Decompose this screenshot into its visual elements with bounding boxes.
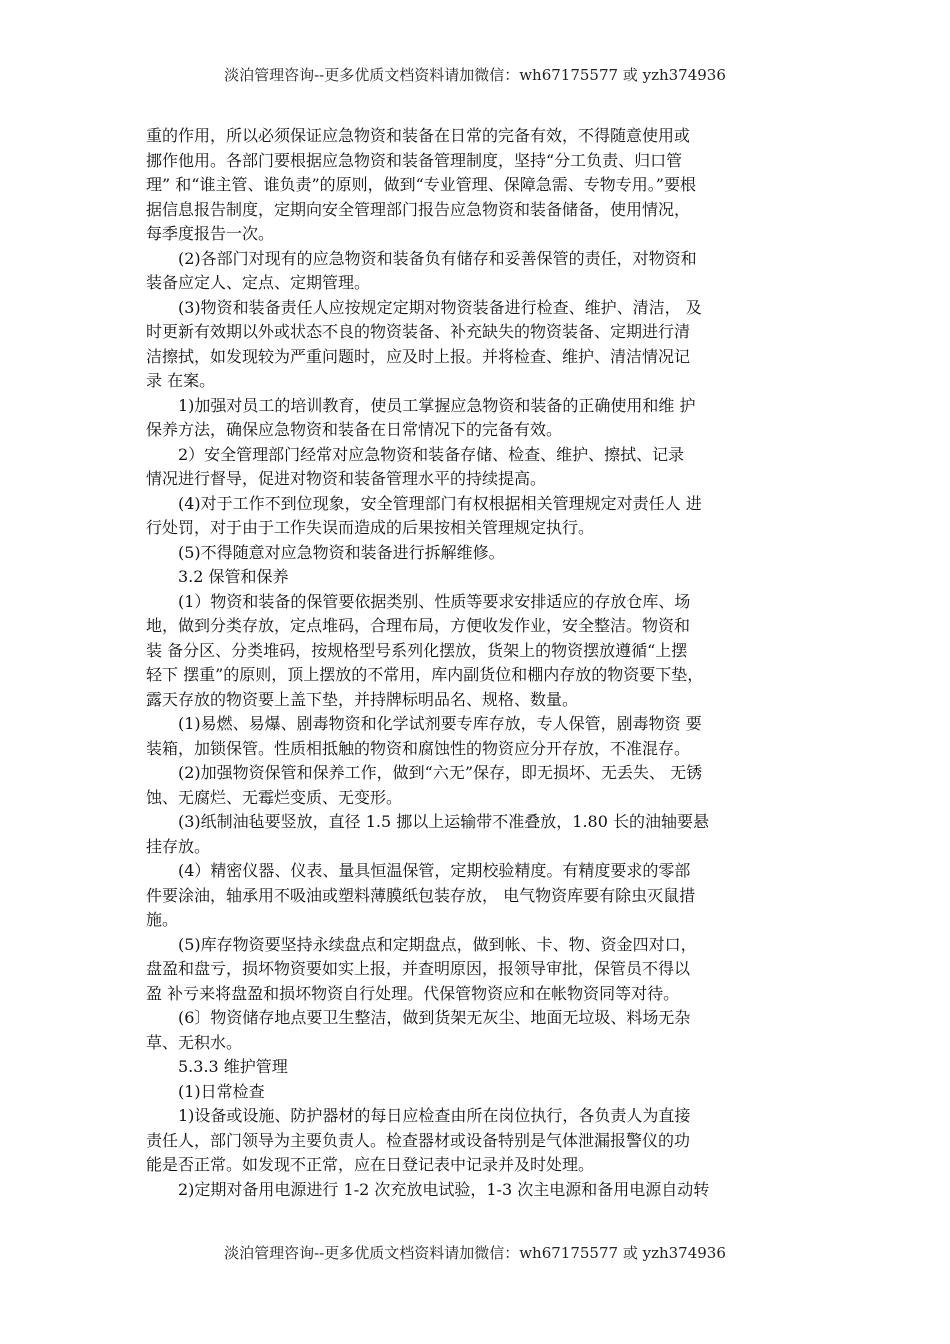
text-line: (4）精密仪器、仪表、量具恒温保管，定期校验精度。有精度要求的零部 — [178, 861, 691, 880]
text-line: 保养方法，确保应急物资和装备在日常情况下的完备有效。 — [146, 420, 563, 439]
text-line: 施。 — [146, 910, 179, 929]
text-line: (5)库存物资要坚持永续盘点和定期盘点，做到帐、卡、物、资金四对口， — [178, 934, 697, 954]
text-line: 装 备分区、分类堆码，按规格型号系列化摆放，货架上的物资摆放遵循“上摆 — [146, 640, 688, 660]
text-line: 5.3.3 维护管理 — [178, 1057, 288, 1076]
text-line: (1)易燃、易爆、剧毒物资和化学试剂要专库存放，专人保管，剧毒物资 要 — [178, 714, 702, 733]
text-line: 录 在案。 — [146, 371, 216, 390]
text-line: 每季度报告一次。 — [146, 224, 275, 243]
text-line: (3)纸制油毡要竖放，直径 1.5 挪以上运输带不准叠放，1.80 长的油轴要悬 — [178, 812, 709, 831]
text-line: 件要涂油，轴承用不吸油或塑料薄膜纸包装存放， 电气物资库要有除虫灭鼠措 — [146, 885, 696, 905]
text-line: 装箱，加锁保管。性质相抵触的物资和腐蚀性的物资应分开存放，不准混存。 — [146, 738, 691, 758]
text-line: (3)物资和装备责任人应按规定定期对物资装备进行检查、维护、清洁， 及 — [178, 297, 702, 317]
text-line: 责任人，部门领导为主要负责人。检查器材或设备特别是气体泄漏报警仪的功 — [146, 1130, 691, 1150]
text-line: 1)加强对员工的培训教育，使员工掌握应急物资和装备的正确使用和维 护 — [178, 395, 696, 415]
text-line: 盘盈和盘亏，损坏物资要如实上报，并查明原因，报领导审批，保管员不得以 — [146, 959, 691, 978]
text-line: (1）物资和装备的保管要依据类别、性质等要求安排适应的存放仓库、场 — [178, 591, 691, 611]
text-line: 蚀、无腐烂、无霉烂变质、无变形。 — [146, 787, 403, 807]
text-line: 重的作用，所以必须保证应急物资和装备在日常的完备有效，不得随意使用或 — [146, 126, 691, 145]
text-line: (4)对于工作不到位现象，安全管理部门有权根据相关管理规定对责任人 进 — [178, 493, 702, 513]
text-line: 草、无积水。 — [146, 1032, 243, 1052]
text-line: (1)日常检查 — [178, 1081, 265, 1101]
text-line: (2)加强物资保管和保养工作，做到“六无”保存，即无损坏、无丢失、 无锈 — [178, 763, 703, 782]
text-line: 洁擦拭，如发现较为严重问题时，应及时上报。并将检查、维护、清洁情况记 — [146, 346, 691, 366]
text-line: 地，做到分类存放，定点堆码，合理布局，方便收发作业，安全整洁。物资和 — [146, 616, 691, 635]
text-line: (5)不得随意对应急物资和装备进行拆解维修。 — [178, 542, 505, 562]
text-line: 情况进行督导，促进对物资和装备管理水平的持续提高。 — [146, 469, 547, 488]
page-footer: 淡泊管理咨询--更多优质文档资料请加微信：wh67175577 或 yzh374936 — [224, 1244, 726, 1262]
text-line: 盈 补亏来将盘盈和损坏物资自行处理。代保管物资应和在帐物资同等对待。 — [146, 983, 680, 1003]
text-line: 3.2 保管和保养 — [178, 567, 289, 586]
text-line: 能是否正常。如发现不正常，应在日登记表中记录并及时处理。 — [146, 1155, 595, 1174]
document-body — [146, 124, 806, 1202]
text-line: 露天存放的物资要上盖下垫，并持牌标明品名、规格、数量。 — [146, 689, 579, 709]
text-line: 2)定期对备用电源进行 1-2 次充放电试验，1-3 次主电源和备用电源自动转 — [178, 1179, 710, 1199]
text-line: 理” 和“谁主管、谁负责”的原则，做到“专业管理、保障急需、专物专用。”要根 — [146, 175, 696, 194]
text-line: 时更新有效期以外或状态不良的物资装备、补充缺失的物资装备、定期进行清 — [146, 322, 691, 341]
text-line: 装备应定人、定点、定期管理。 — [146, 273, 371, 292]
text-line: 轻下 摆重”的原则，顶上摆放的不常用，库内副货位和棚内存放的物资要下垫， — [146, 665, 704, 684]
text-line: 挪作他用。各部门要根据应急物资和装备管理制度，坚持“分工负责、归口管 — [146, 150, 683, 170]
text-line: 行处罚，对于由于工作失误而造成的后果按相关管理规定执行。 — [146, 518, 595, 537]
text-line: 挂存放。 — [146, 836, 211, 856]
text-line: 1)设备或设施、防护器材的每日应检查由所在岗位执行，各负责人为直接 — [178, 1106, 691, 1125]
text-line: 2）安全管理部门经常对应急物资和装备存储、检查、维护、擦拭、记录 — [178, 444, 685, 464]
text-line: 据信息报告制度，定期向安全管理部门报告应急物资和装备储备，使用情况， — [146, 199, 691, 219]
text-line: (2)各部门对现有的应急物资和装备负有储存和妥善保管的责任，对物资和 — [178, 248, 697, 268]
page-header: 淡泊管理咨询--更多优质文档资料请加微信：wh67175577 或 yzh374936 — [224, 66, 726, 84]
text-line: (6〕物资储存地点要卫生整洁，做到货架无灰尘、地面无垃圾、料场无杂 — [178, 1008, 691, 1027]
